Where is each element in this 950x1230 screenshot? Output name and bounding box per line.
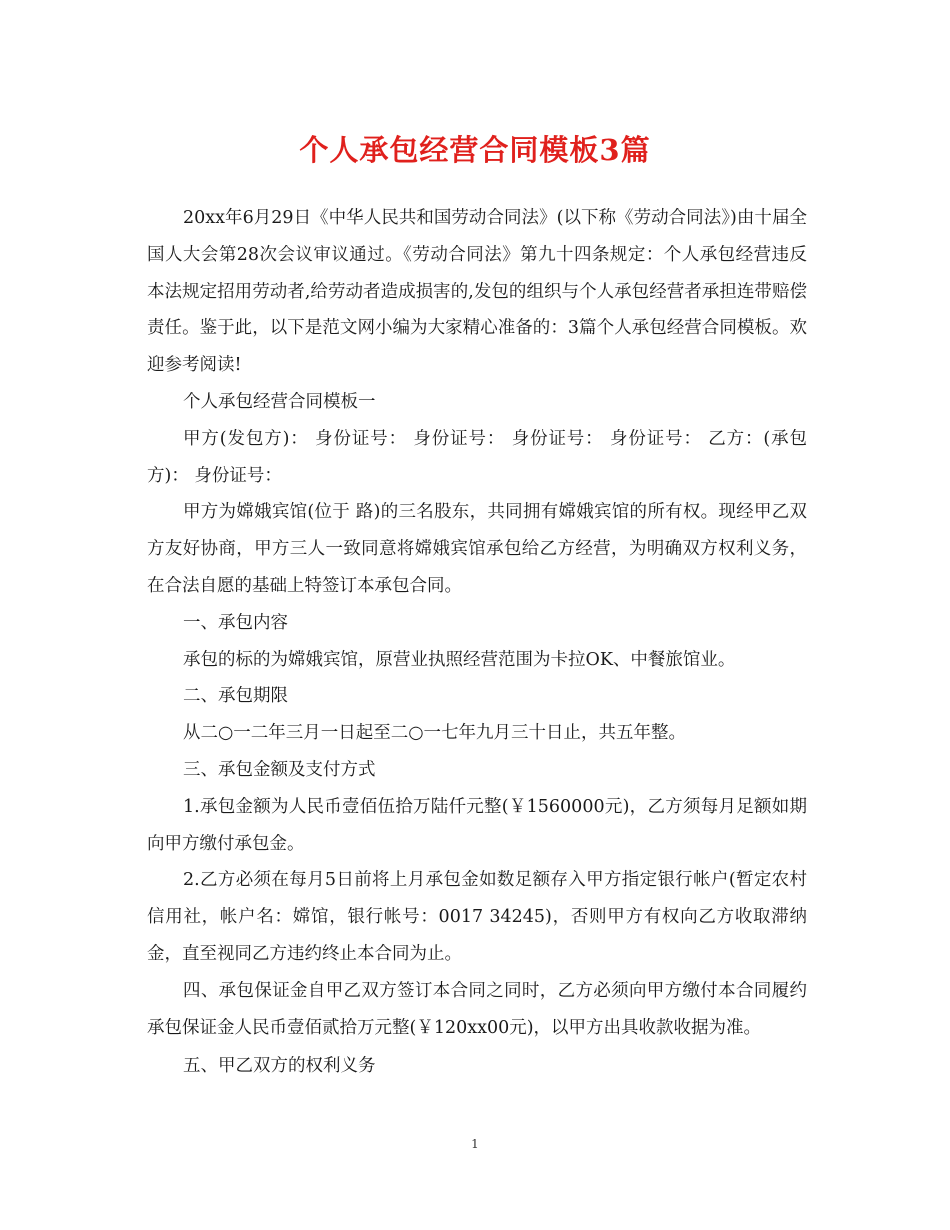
document-title: 个人承包经营合同模板3篇 [299, 133, 651, 167]
clause-paragraph: 承包的标的为嫦娥宾馆，原营业执照经营范围为卡拉OK、中餐旅馆业。 [183, 649, 736, 670]
page-number: 1 [471, 1137, 479, 1151]
clause-paragraph: 从二○一二年三月一日起至二○一七年九月三十日止，共五年整。 [183, 723, 687, 744]
clause-heading-amount-payment: 三、承包金额及支付方式 [183, 759, 376, 780]
clause-paragraph-deposit: 四、承包保证金自甲乙双方签订本合同之同时，乙方必须向甲方缴付本合同履约承包保证金人民币壹佰贰拾万元整(￥120xx00元)，以甲方出具收款收据为准。 [147, 980, 807, 1038]
clause-paragraph: 2.乙方必须在每月5日前将上月承包金如数足额存入甲方指定银行帐户(暂定农村信用社，帐户名：嫦馆，银行帐号：0017 34245)，否则甲方有权向乙方收取滞纳金，直至视同乙方违约终止本合同为止。 [147, 870, 807, 964]
parties-paragraph: 甲方(发包方)： 身份证号： 身份证号： 身份证号： 身份证号： 乙方：(承包方)： 身份证号： [147, 428, 807, 486]
section-heading-template-one: 个人承包经营合同模板一 [183, 391, 376, 412]
clause-heading-contract-term: 二、承包期限 [183, 686, 288, 707]
document-body [147, 200, 807, 1085]
clause-heading-contract-content: 一、承包内容 [183, 612, 288, 633]
intro-paragraph: 20xx年6月29日《中华人民共和国劳动合同法》(以下称《劳动合同法》)由十届全国人大会第28次会议审议通过。《劳动合同法》第九十四条规定：个人承包经营违反本法规定招用劳动者,给劳动者造成损害的,发包的组织与个人承包经营者承担连带赔偿责任。鉴于此，以下是范文网小编为大家精心准备的：3篇个人承包经营合同模板。欢迎参考阅读! [147, 208, 807, 376]
clause-heading-rights-obligations: 五、甲乙双方的权利义务 [183, 1056, 376, 1077]
clause-paragraph: 1.承包金额为人民币壹佰伍拾万陆仟元整(￥1560000元)，乙方须每月足额如期向甲方缴付承包金。 [147, 796, 807, 854]
preamble-paragraph: 甲方为嫦娥宾馆(位于 路)的三名股东，共同拥有嫦娥宾馆的所有权。现经甲乙双方友好协商，甲方三人一致同意将嫦娥宾馆承包给乙方经营，为明确双方权利义务，在合法自愿的基础上特签订本承包合同。 [147, 502, 807, 596]
